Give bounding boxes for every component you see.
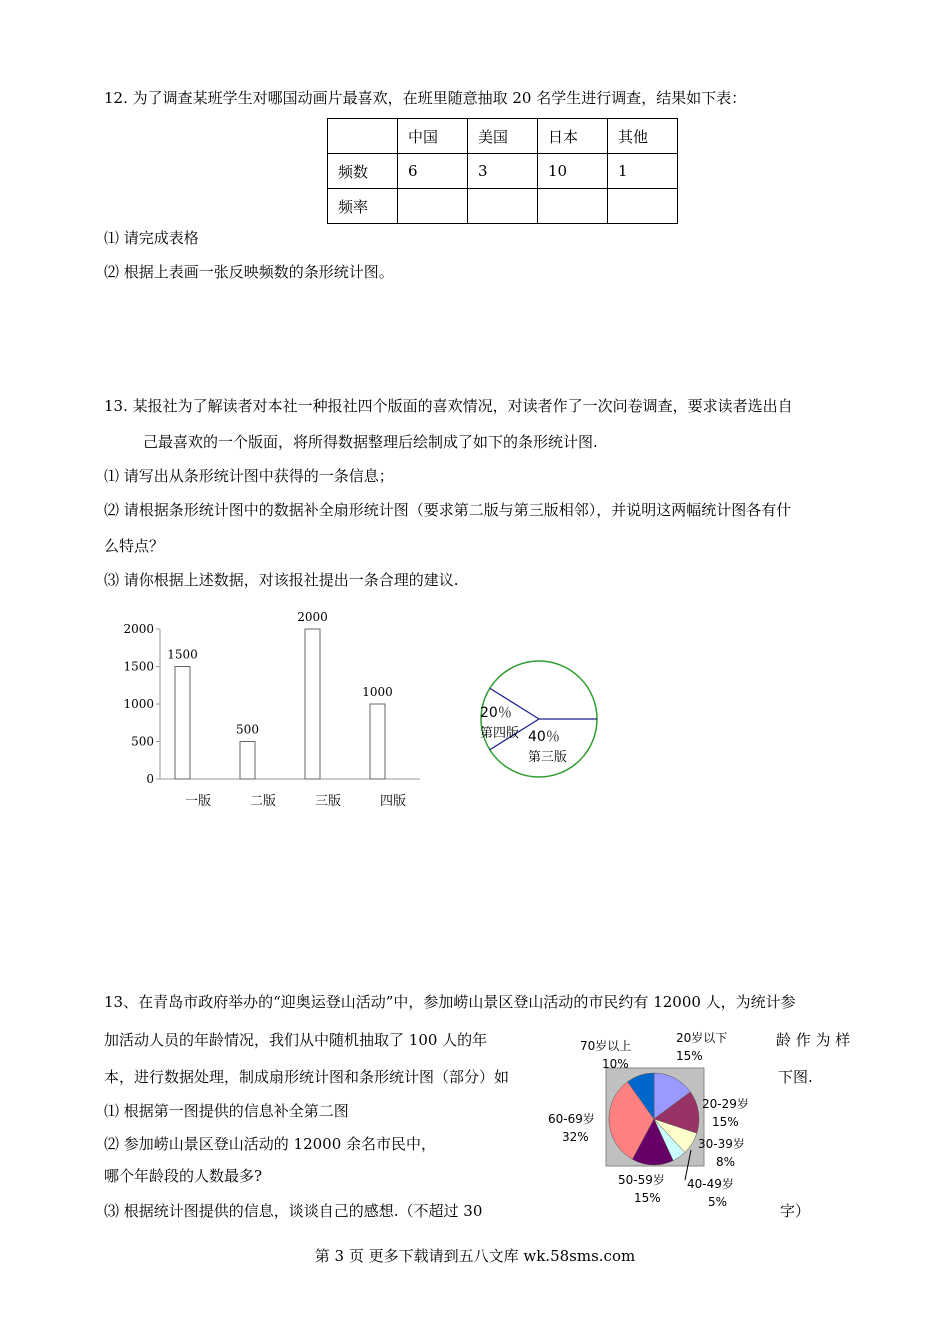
pie-percent-label: 10% [602, 1057, 629, 1071]
q13b-part3-right: 字） [780, 1202, 811, 1220]
q13b-line3: 本，进行数据处理，制成扇形统计图和条形统计图（部分）如 [104, 1068, 510, 1086]
table-cell: 1 [608, 154, 678, 189]
x-category-label: 三版 [314, 794, 342, 809]
q13a-part1: ⑴ 请写出从条形统计图中获得的一条信息； [104, 467, 394, 485]
table-row [328, 189, 678, 224]
table-cell: 6 [398, 154, 468, 189]
pie-percent-label: 20％ [480, 705, 512, 721]
x-category-label: 一版 [184, 794, 212, 809]
frequency-table [327, 118, 678, 224]
x-category-label: 二版 [249, 794, 277, 809]
pie-percent-label: 40％ [528, 729, 560, 745]
bar-value-label: 500 [236, 722, 259, 737]
y-tick-label: 500 [131, 734, 154, 749]
table-cell: 3 [468, 154, 538, 189]
bar-value-label: 1000 [362, 685, 393, 699]
q13a-part2b: 么特点？ [104, 537, 165, 555]
pie-slice-label: 40-49岁 [687, 1177, 734, 1191]
page-footer: 第 3 页 更多下载请到五八文库 wk.58sms.com [314, 1247, 636, 1265]
pie-slice-label: 60-69岁 [548, 1112, 595, 1126]
pie-percent-label: 32% [562, 1130, 589, 1144]
bar [240, 742, 255, 780]
q13a-part3: ⑶ 请你根据上述数据，对该报社提出一条合理的建议. [104, 571, 459, 589]
table-cell: 美国 [468, 119, 538, 154]
q13b-line1: 13、在青岛市政府举办的“迎奥运登山活动”中，参加崂山景区登山活动的市民约有 12000 人，为统计参 [104, 993, 796, 1011]
table-cell [608, 189, 678, 224]
table-cell: 其他 [608, 119, 678, 154]
newspaper-pie-chart [470, 652, 610, 787]
table-cell: 10 [538, 154, 608, 189]
bar-value-label: 2000 [297, 610, 328, 624]
pie-percent-label: 15% [712, 1115, 739, 1129]
q13b-part2b: 哪个年龄段的人数最多? [104, 1167, 263, 1185]
table-cell [398, 189, 468, 224]
pie-slice-label: 第四版 [480, 726, 520, 741]
q13b-part1: ⑴ 根据第一图提供的信息补全第二图 [104, 1102, 349, 1120]
pie-slice-label: 第三版 [528, 750, 568, 765]
table-cell [468, 189, 538, 224]
q13a-line1: 13. 某报社为了解读者对本社一种报社四个版面的喜欢情况，对读者作了一次问卷调查，要求读者选出自 [104, 397, 793, 415]
table-row [328, 154, 678, 189]
pie-slice-label: 50-59岁 [618, 1173, 665, 1187]
q12-part2: ⑵ 根据上表画一张反映频数的条形统计图。 [104, 263, 394, 281]
table-cell: 日本 [538, 119, 608, 154]
q13b-line3-right: 下图. [778, 1068, 813, 1086]
bar [370, 704, 385, 779]
q12-title: 12. 为了调查某班学生对哪国动画片最喜欢，在班里随意抽取 20 名学生进行调查，结果如下表： [104, 89, 747, 107]
bar-value-label: 1500 [167, 647, 198, 662]
q13a-part2a: ⑵ 请根据条形统计图中的数据补全扇形统计图（要求第二版与第三版相邻），并说明这两幅统计图各有什 [104, 501, 792, 519]
bar-chart [110, 605, 440, 820]
pie-percent-label: 8% [716, 1155, 736, 1169]
bar [175, 667, 190, 780]
y-tick-label: 1500 [123, 659, 154, 674]
pie-slice-label: 20岁以下 [676, 1031, 728, 1045]
x-category-label: 四版 [379, 794, 407, 809]
table-cell: 频数 [328, 154, 398, 189]
q13b-line2-right: 龄 作 为 样 [776, 1031, 851, 1049]
pie-slice-label: 70岁以上 [580, 1039, 632, 1053]
y-tick-label: 1000 [123, 697, 154, 711]
pie-percent-label: 5% [708, 1195, 728, 1209]
pie-slice-label: 20-29岁 [702, 1097, 749, 1111]
bar [305, 629, 320, 779]
pie-percent-label: 15% [634, 1191, 661, 1205]
pie-percent-label: 15% [676, 1049, 703, 1063]
table-cell [328, 119, 398, 154]
q12-part1: ⑴ 请完成表格 [104, 229, 199, 247]
y-tick-label: 2000 [123, 622, 154, 636]
pie-slice-label: 30-39岁 [698, 1137, 745, 1151]
q13b-part2a: ⑵ 参加崂山景区登山活动的 12000 余名市民中， [104, 1135, 437, 1153]
table-cell: 中国 [398, 119, 468, 154]
q13b-line2: 加活动人员的年龄情况，我们从中随机抽取了 100 人的年 [104, 1031, 488, 1049]
q13b-part3: ⑶ 根据统计图提供的信息，谈谈自己的感想.（不超过 30 [104, 1202, 483, 1220]
table-header-row [328, 119, 678, 154]
y-tick-label: 0 [146, 772, 154, 786]
table-cell [538, 189, 608, 224]
table-cell: 频率 [328, 189, 398, 224]
q13a-line2: 己最喜欢的一个版面，将所得数据整理后绘制成了如下的条形统计图. [143, 433, 598, 451]
age-pie-chart [540, 1030, 770, 1220]
